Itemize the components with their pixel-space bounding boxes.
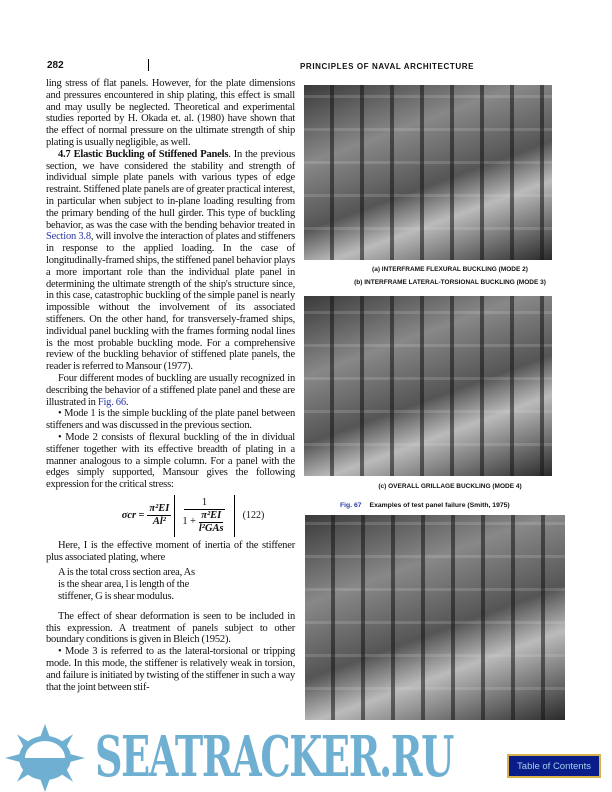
sun-logo-icon: [0, 724, 90, 792]
bullet-mode-3: • Mode 3 is referred to as the lateral-torsional or tripping mode. In this mode, the stiffener is relatively weak in torsion, and failure is initiated by twisting of the stiffener in such a way that the joint between stif-: [46, 646, 295, 693]
figure-link[interactable]: Fig. 66: [97, 396, 126, 408]
paragraph: ling stress of flat panels. However, for the plate dimensions and pressures encountered in ship plating, this effect is small and may usully be neglected. Theoretical and experimental studies reported by H. Okada et. al. (1980) have shown that the effect of normal pressure on the ultimate strength of ship plating is usually negligible, as well.: [46, 78, 295, 148]
section-heading: 4.7 Elastic Buckling of Stiffened Panels: [58, 148, 229, 160]
bullet-mode-1: • Mode 1 is the simple buckling of the plate panel between stiffeners and was discussed in the previous section.: [46, 408, 295, 432]
caption-a: (a) INTERFRAME FLEXURAL BUCKLING (MODE 2): [372, 266, 528, 273]
figure-caption: Fig. 67 Examples of test panel failure (Smith, 1975): [340, 502, 510, 509]
photo-overall-grillage: [305, 515, 565, 720]
caption-c: (c) OVERALL GRILLAGE BUCKLING (MODE 4): [378, 483, 522, 490]
paragraph: The effect of shear deformation is seen to be included in this expression. A treatment of panels subject to other boundary conditions is given in Bleich (1952).: [46, 610, 295, 646]
watermark: SEATRACKER.RU: [95, 724, 454, 790]
page-number: 282: [47, 60, 64, 71]
definitions: A is the total cross section area, As is the shear area, l is length of the stiffener, G is shear modulus.: [58, 567, 195, 603]
caption-b: (b) INTERFRAME LATERAL-TORSIONAL BUCKLING (MODE 3): [354, 279, 546, 286]
table-of-contents-button[interactable]: Table of Contents: [507, 754, 601, 778]
paragraph: Here, I is the effective moment of inertia of the stiffener plus associated plating, where: [46, 539, 295, 563]
equation-122: σcr = $\frac{\text{π²EI}}{\text{Al²}}$ 1 1 + $\frac{\text{π²EI}}{\text{l²GAs}}$ (122): [91, 494, 295, 538]
paragraph: Four different modes of buckling are usually recognized in describing the behavior of a stiffened plate panel and these are illustrated in Fig. 66.: [46, 372, 295, 408]
text-column: [46, 78, 295, 693]
header-divider: [148, 59, 149, 71]
equation-number: (122): [242, 509, 265, 521]
section-link[interactable]: Section 3.8: [46, 231, 91, 243]
photo-lateral-torsional: [304, 296, 552, 476]
running-title: PRINCIPLES OF NAVAL ARCHITECTURE: [300, 62, 475, 71]
paragraph: 4.7 Elastic Buckling of Stiffened Panels. In the previous section, we have considered the stability and strength of individual simple plate panels with various types of edge restraint. Stiffened plate panels are of greater practical interest, in particular when subject to in-plane loading resulting from the primary bending of the hull girder. This type of buckling behavior, as was the case with the bending behavior treated in Section 3.8, will involve the interaction of plates and stiffeners in response to the applied loading. In the case of longitudinally-framed ships, the stiffened panel behavior plays a more important role than the individual plate panel in determining the ultimate strength of the ship's structure since, in this case, catastrophic buckling of the simple panel is nearly impossible without the involvement of its associated stiffeners. On the other hand, for transversely-framed ships, individual panel buckling with the frames forming nodal lines is the most probable buckling mode. For a comprehensive review of the buckling behavior of stiffened plate panels, the reader is referred to Mansour (1977).: [46, 148, 296, 373]
figure-label[interactable]: Fig. 67: [340, 502, 362, 509]
photo-interframe-flexural: [304, 85, 552, 260]
bullet-mode-2: • Mode 2 consists of flexural buckling of the in dividual stiffener together with its effective breadth of plating in a manner analogous to a simple column. For a panel with the edges simply supported, Mansour gives the following expression for the critical stress:: [46, 431, 295, 491]
